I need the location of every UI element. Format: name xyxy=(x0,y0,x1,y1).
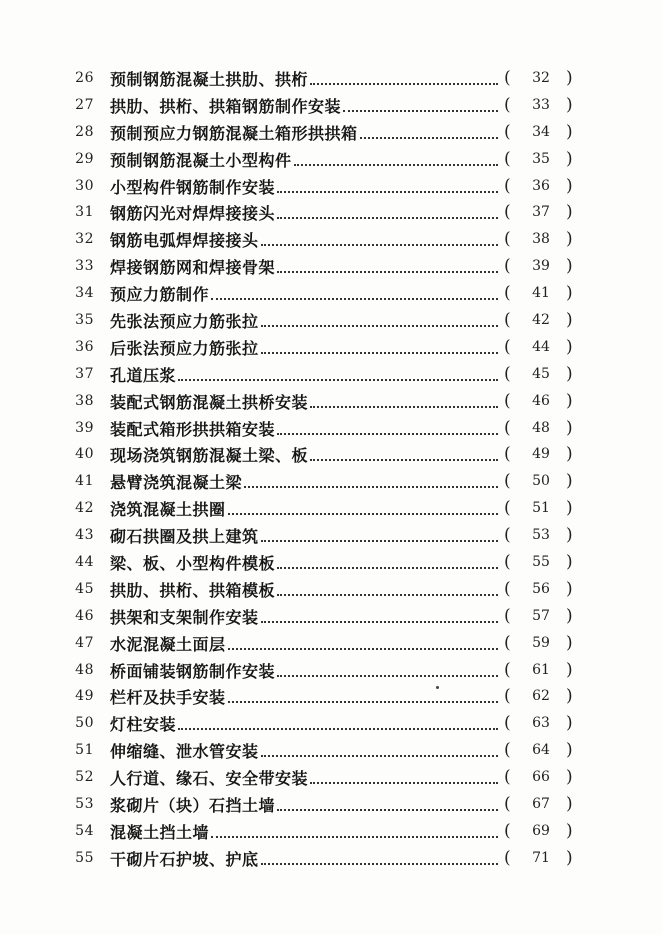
right-paren: ) xyxy=(566,310,573,331)
right-paren: ) xyxy=(566,417,573,438)
dot-leader xyxy=(277,190,498,193)
toc-entry xyxy=(0,767,662,794)
right-paren: ) xyxy=(566,794,573,815)
entry-title-line xyxy=(110,498,502,520)
right-paren: ) xyxy=(566,175,573,196)
entry-page-number: 56 xyxy=(532,580,550,597)
entry-title: 灯柱安装 xyxy=(110,715,177,735)
entry-number: 35 xyxy=(75,312,94,329)
entry-page-number: 35 xyxy=(532,150,550,167)
entry-number: 44 xyxy=(75,554,94,571)
entry-page-number: 48 xyxy=(532,419,550,436)
entry-title: 焊接钢筋网和焊接骨架 xyxy=(110,258,276,278)
left-paren: ( xyxy=(504,605,511,626)
toc-entry xyxy=(0,525,662,552)
toc-entry xyxy=(0,176,662,203)
left-paren: ( xyxy=(504,256,511,277)
toc-entry xyxy=(0,391,662,418)
dot-leader xyxy=(277,808,498,811)
entry-title-line xyxy=(110,552,502,574)
right-paren: ) xyxy=(566,686,573,707)
entry-title-line xyxy=(110,122,502,144)
entry-number: 46 xyxy=(75,607,94,624)
entry-title-line xyxy=(110,525,502,547)
right-paren: ) xyxy=(566,552,573,573)
entry-page-number: 69 xyxy=(532,822,550,839)
toc-entry xyxy=(0,283,662,310)
left-paren: ( xyxy=(504,94,511,115)
right-paren: ) xyxy=(566,444,573,465)
toc-entry xyxy=(0,364,662,391)
entry-title-line xyxy=(110,68,502,90)
right-paren: ) xyxy=(566,390,573,411)
entry-title-line xyxy=(110,821,502,843)
left-paren: ( xyxy=(504,632,511,653)
toc-entry xyxy=(0,471,662,498)
toc-entry xyxy=(0,68,662,95)
entry-page-number: 38 xyxy=(532,231,550,248)
dot-leader xyxy=(261,862,498,865)
entry-number: 47 xyxy=(75,634,94,651)
entry-title: 梁、板、小型构件模板 xyxy=(110,554,276,574)
toc-entry xyxy=(0,686,662,713)
dot-leader xyxy=(228,700,498,703)
table-of-contents xyxy=(0,68,662,875)
entry-title: 拱肋、拱桁、拱箱模板 xyxy=(110,580,276,600)
left-paren: ( xyxy=(504,283,511,304)
entry-title-line xyxy=(110,418,502,440)
entry-page-number: 37 xyxy=(532,204,550,221)
left-paren: ( xyxy=(504,390,511,411)
entry-title: 拱架和支架制作安装 xyxy=(110,607,259,627)
dot-leader xyxy=(360,136,498,139)
entry-title-line xyxy=(110,686,502,708)
entry-title-line xyxy=(110,471,502,493)
toc-entry xyxy=(0,95,662,122)
entry-title: 混凝土挡土墙 xyxy=(110,822,210,842)
dot-leader xyxy=(261,754,498,757)
entry-page-number: 66 xyxy=(532,769,550,786)
right-paren: ) xyxy=(566,578,573,599)
toc-entry xyxy=(0,821,662,848)
entry-title: 伸缩缝、泄水管安装 xyxy=(110,742,259,762)
dot-leader xyxy=(211,835,498,838)
entry-number: 49 xyxy=(75,688,94,705)
entry-title: 预制钢筋混凝土小型构件 xyxy=(110,150,292,170)
entry-page-number: 67 xyxy=(532,796,550,813)
toc-entry xyxy=(0,149,662,176)
dot-leader xyxy=(343,109,498,112)
toc-entry xyxy=(0,660,662,687)
right-paren: ) xyxy=(566,659,573,680)
dot-leader xyxy=(310,458,498,461)
dot-leader xyxy=(261,539,498,542)
dot-leader xyxy=(277,566,498,569)
entry-number: 50 xyxy=(75,715,94,732)
right-paren: ) xyxy=(566,847,573,868)
left-paren: ( xyxy=(504,310,511,331)
entry-number: 45 xyxy=(75,580,94,597)
entry-title-line xyxy=(110,579,502,601)
dot-leader xyxy=(277,270,498,273)
left-paren: ( xyxy=(504,713,511,734)
entry-number: 36 xyxy=(75,338,94,355)
entry-number: 27 xyxy=(75,96,94,113)
entry-title: 拱肋、拱桁、拱箱钢筋制作安装 xyxy=(110,96,342,116)
left-paren: ( xyxy=(504,363,511,384)
entry-title-line xyxy=(110,364,502,386)
entry-title: 桥面铺装钢筋制作安装 xyxy=(110,661,276,681)
right-paren: ) xyxy=(566,68,573,88)
entry-title: 浇筑混凝土拱圈 xyxy=(110,500,226,520)
entry-page-number: 53 xyxy=(532,527,550,544)
entry-page-number: 46 xyxy=(532,392,550,409)
print-speck xyxy=(436,686,439,689)
entry-title: 栏杆及扶手安装 xyxy=(110,688,226,708)
toc-entry xyxy=(0,794,662,821)
toc-entry xyxy=(0,579,662,606)
toc-entry xyxy=(0,848,662,875)
toc-entry xyxy=(0,229,662,256)
toc-entry xyxy=(0,310,662,337)
dot-leader xyxy=(310,82,498,85)
toc-entry xyxy=(0,633,662,660)
entry-title-line xyxy=(110,283,502,305)
entry-title-line xyxy=(110,149,502,171)
toc-entry xyxy=(0,122,662,149)
left-paren: ( xyxy=(504,552,511,573)
entry-page-number: 62 xyxy=(532,688,550,705)
left-paren: ( xyxy=(504,417,511,438)
right-paren: ) xyxy=(566,336,573,357)
entry-title-line xyxy=(110,713,502,735)
left-paren: ( xyxy=(504,121,511,142)
right-paren: ) xyxy=(566,121,573,142)
right-paren: ) xyxy=(566,283,573,304)
entry-page-number: 39 xyxy=(532,258,550,275)
entry-title-line xyxy=(110,256,502,278)
left-paren: ( xyxy=(504,525,511,546)
entry-page-number: 36 xyxy=(532,177,550,194)
dot-leader xyxy=(261,324,498,327)
left-paren: ( xyxy=(504,740,511,761)
entry-title: 先张法预应力筋张拉 xyxy=(110,312,259,332)
entry-title-line xyxy=(110,660,502,682)
right-paren: ) xyxy=(566,363,573,384)
entry-number: 51 xyxy=(75,742,94,759)
entry-page-number: 57 xyxy=(532,607,550,624)
entry-page-number: 64 xyxy=(532,742,550,759)
dot-leader xyxy=(261,351,498,354)
dot-leader xyxy=(228,512,498,515)
toc-entry xyxy=(0,444,662,471)
entry-number: 52 xyxy=(75,769,94,786)
entry-number: 54 xyxy=(75,822,94,839)
left-paren: ( xyxy=(504,444,511,465)
dot-leader xyxy=(228,647,498,650)
dot-leader xyxy=(211,297,498,300)
entry-number: 33 xyxy=(75,258,94,275)
right-paren: ) xyxy=(566,713,573,734)
dot-leader xyxy=(178,378,498,381)
entry-title: 孔道压浆 xyxy=(110,365,177,385)
left-paren: ( xyxy=(504,847,511,868)
entry-title: 预制钢筋混凝土拱肋、拱桁 xyxy=(110,70,309,89)
toc-entry xyxy=(0,740,662,767)
entry-title: 浆砌片（块）石挡土墙 xyxy=(110,796,276,816)
entry-title: 装配式箱形拱拱箱安装 xyxy=(110,419,276,439)
right-paren: ) xyxy=(566,740,573,761)
entry-title: 预制预应力钢筋混凝土箱形拱拱箱 xyxy=(110,123,358,143)
dot-leader xyxy=(277,216,498,219)
toc-entry xyxy=(0,606,662,633)
toc-entry xyxy=(0,337,662,364)
left-paren: ( xyxy=(504,148,511,169)
entry-page-number: 63 xyxy=(532,715,550,732)
dot-leader xyxy=(310,781,498,784)
entry-page-number: 44 xyxy=(532,338,550,355)
entry-page-number: 61 xyxy=(532,661,550,678)
toc-entry xyxy=(0,202,662,229)
entry-title-line xyxy=(110,310,502,332)
right-paren: ) xyxy=(566,632,573,653)
right-paren: ) xyxy=(566,471,573,492)
right-paren: ) xyxy=(566,820,573,841)
toc-entry xyxy=(0,418,662,445)
dot-leader xyxy=(244,485,498,488)
right-paren: ) xyxy=(566,256,573,277)
left-paren: ( xyxy=(504,229,511,250)
dot-leader xyxy=(294,163,498,166)
entry-number: 28 xyxy=(75,123,94,140)
right-paren: ) xyxy=(566,498,573,519)
left-paren: ( xyxy=(504,336,511,357)
left-paren: ( xyxy=(504,794,511,815)
entry-page-number: 71 xyxy=(532,849,550,866)
entry-title-line xyxy=(110,176,502,198)
entry-page-number: 41 xyxy=(532,285,550,302)
right-paren: ) xyxy=(566,229,573,250)
toc-entry xyxy=(0,552,662,579)
left-paren: ( xyxy=(504,686,511,707)
entry-title-line xyxy=(110,391,502,413)
entry-title-line xyxy=(110,767,502,789)
entry-title: 装配式钢筋混凝土拱桥安装 xyxy=(110,392,309,412)
left-paren: ( xyxy=(504,498,511,519)
entry-title: 钢筋闪光对焊焊接接头 xyxy=(110,204,276,224)
dot-leader xyxy=(277,432,498,435)
entry-number: 43 xyxy=(75,527,94,544)
entry-number: 34 xyxy=(75,285,94,302)
dot-leader xyxy=(277,593,498,596)
entry-title: 水泥混凝土面层 xyxy=(110,634,226,654)
entry-title: 钢筋电弧焊焊接接头 xyxy=(110,231,259,251)
entry-title-line xyxy=(110,229,502,251)
right-paren: ) xyxy=(566,767,573,788)
entry-title: 现场浇筑钢筋混凝土梁、板 xyxy=(110,446,309,466)
entry-title-line xyxy=(110,740,502,762)
entry-title: 人行道、缘石、安全带安装 xyxy=(110,769,309,789)
right-paren: ) xyxy=(566,94,573,115)
entry-title-line xyxy=(110,794,502,816)
toc-entry xyxy=(0,256,662,283)
entry-title-line xyxy=(110,202,502,224)
entry-page-number: 45 xyxy=(532,365,550,382)
dot-leader xyxy=(277,674,498,677)
right-paren: ) xyxy=(566,605,573,626)
entry-number: 37 xyxy=(75,365,94,382)
left-paren: ( xyxy=(504,68,511,88)
dot-leader xyxy=(178,727,498,730)
entry-page-number: 59 xyxy=(532,634,550,651)
right-paren: ) xyxy=(566,148,573,169)
entry-title: 后张法预应力筋张拉 xyxy=(110,338,259,358)
entry-page-number: 50 xyxy=(532,473,550,490)
right-paren: ) xyxy=(566,525,573,546)
entry-number: 55 xyxy=(75,849,94,866)
left-paren: ( xyxy=(504,820,511,841)
entry-title: 小型构件钢筋制作安装 xyxy=(110,177,276,197)
entry-page-number: 33 xyxy=(532,96,550,113)
toc-entry xyxy=(0,498,662,525)
entry-number: 30 xyxy=(75,177,94,194)
entry-page-number: 42 xyxy=(532,312,550,329)
entry-title-line xyxy=(110,606,502,628)
entry-number: 31 xyxy=(75,204,94,221)
entry-title-line xyxy=(110,337,502,359)
dot-leader xyxy=(261,243,498,246)
entry-title: 预应力筋制作 xyxy=(110,285,210,305)
entry-title: 干砌片石护坡、护底 xyxy=(110,849,259,869)
entry-title: 砌石拱圈及拱上建筑 xyxy=(110,527,259,547)
dot-leader xyxy=(261,620,498,623)
entry-number: 41 xyxy=(75,473,94,490)
toc-entry xyxy=(0,713,662,740)
entry-title-line xyxy=(110,848,502,870)
entry-title-line xyxy=(110,444,502,466)
entry-page-number: 49 xyxy=(532,446,550,463)
entry-number: 40 xyxy=(75,446,94,463)
entry-title-line xyxy=(110,95,502,117)
dot-leader xyxy=(310,405,498,408)
left-paren: ( xyxy=(504,202,511,223)
right-paren: ) xyxy=(566,202,573,223)
left-paren: ( xyxy=(504,659,511,680)
left-paren: ( xyxy=(504,471,511,492)
entry-page-number: 55 xyxy=(532,554,550,571)
entry-page-number: 51 xyxy=(532,500,550,517)
entry-page-number: 32 xyxy=(532,70,550,86)
entry-title: 悬臂浇筑混凝土梁 xyxy=(110,473,243,493)
entry-number: 38 xyxy=(75,392,94,409)
left-paren: ( xyxy=(504,767,511,788)
entry-number: 39 xyxy=(75,419,94,436)
entry-number: 53 xyxy=(75,796,94,813)
entry-title-line xyxy=(110,633,502,655)
left-paren: ( xyxy=(504,578,511,599)
entry-number: 48 xyxy=(75,661,94,678)
entry-number: 42 xyxy=(75,500,94,517)
entry-number: 32 xyxy=(75,231,94,248)
left-paren: ( xyxy=(504,175,511,196)
entry-page-number: 34 xyxy=(532,123,550,140)
entry-number: 26 xyxy=(75,70,94,86)
entry-number: 29 xyxy=(75,150,94,167)
